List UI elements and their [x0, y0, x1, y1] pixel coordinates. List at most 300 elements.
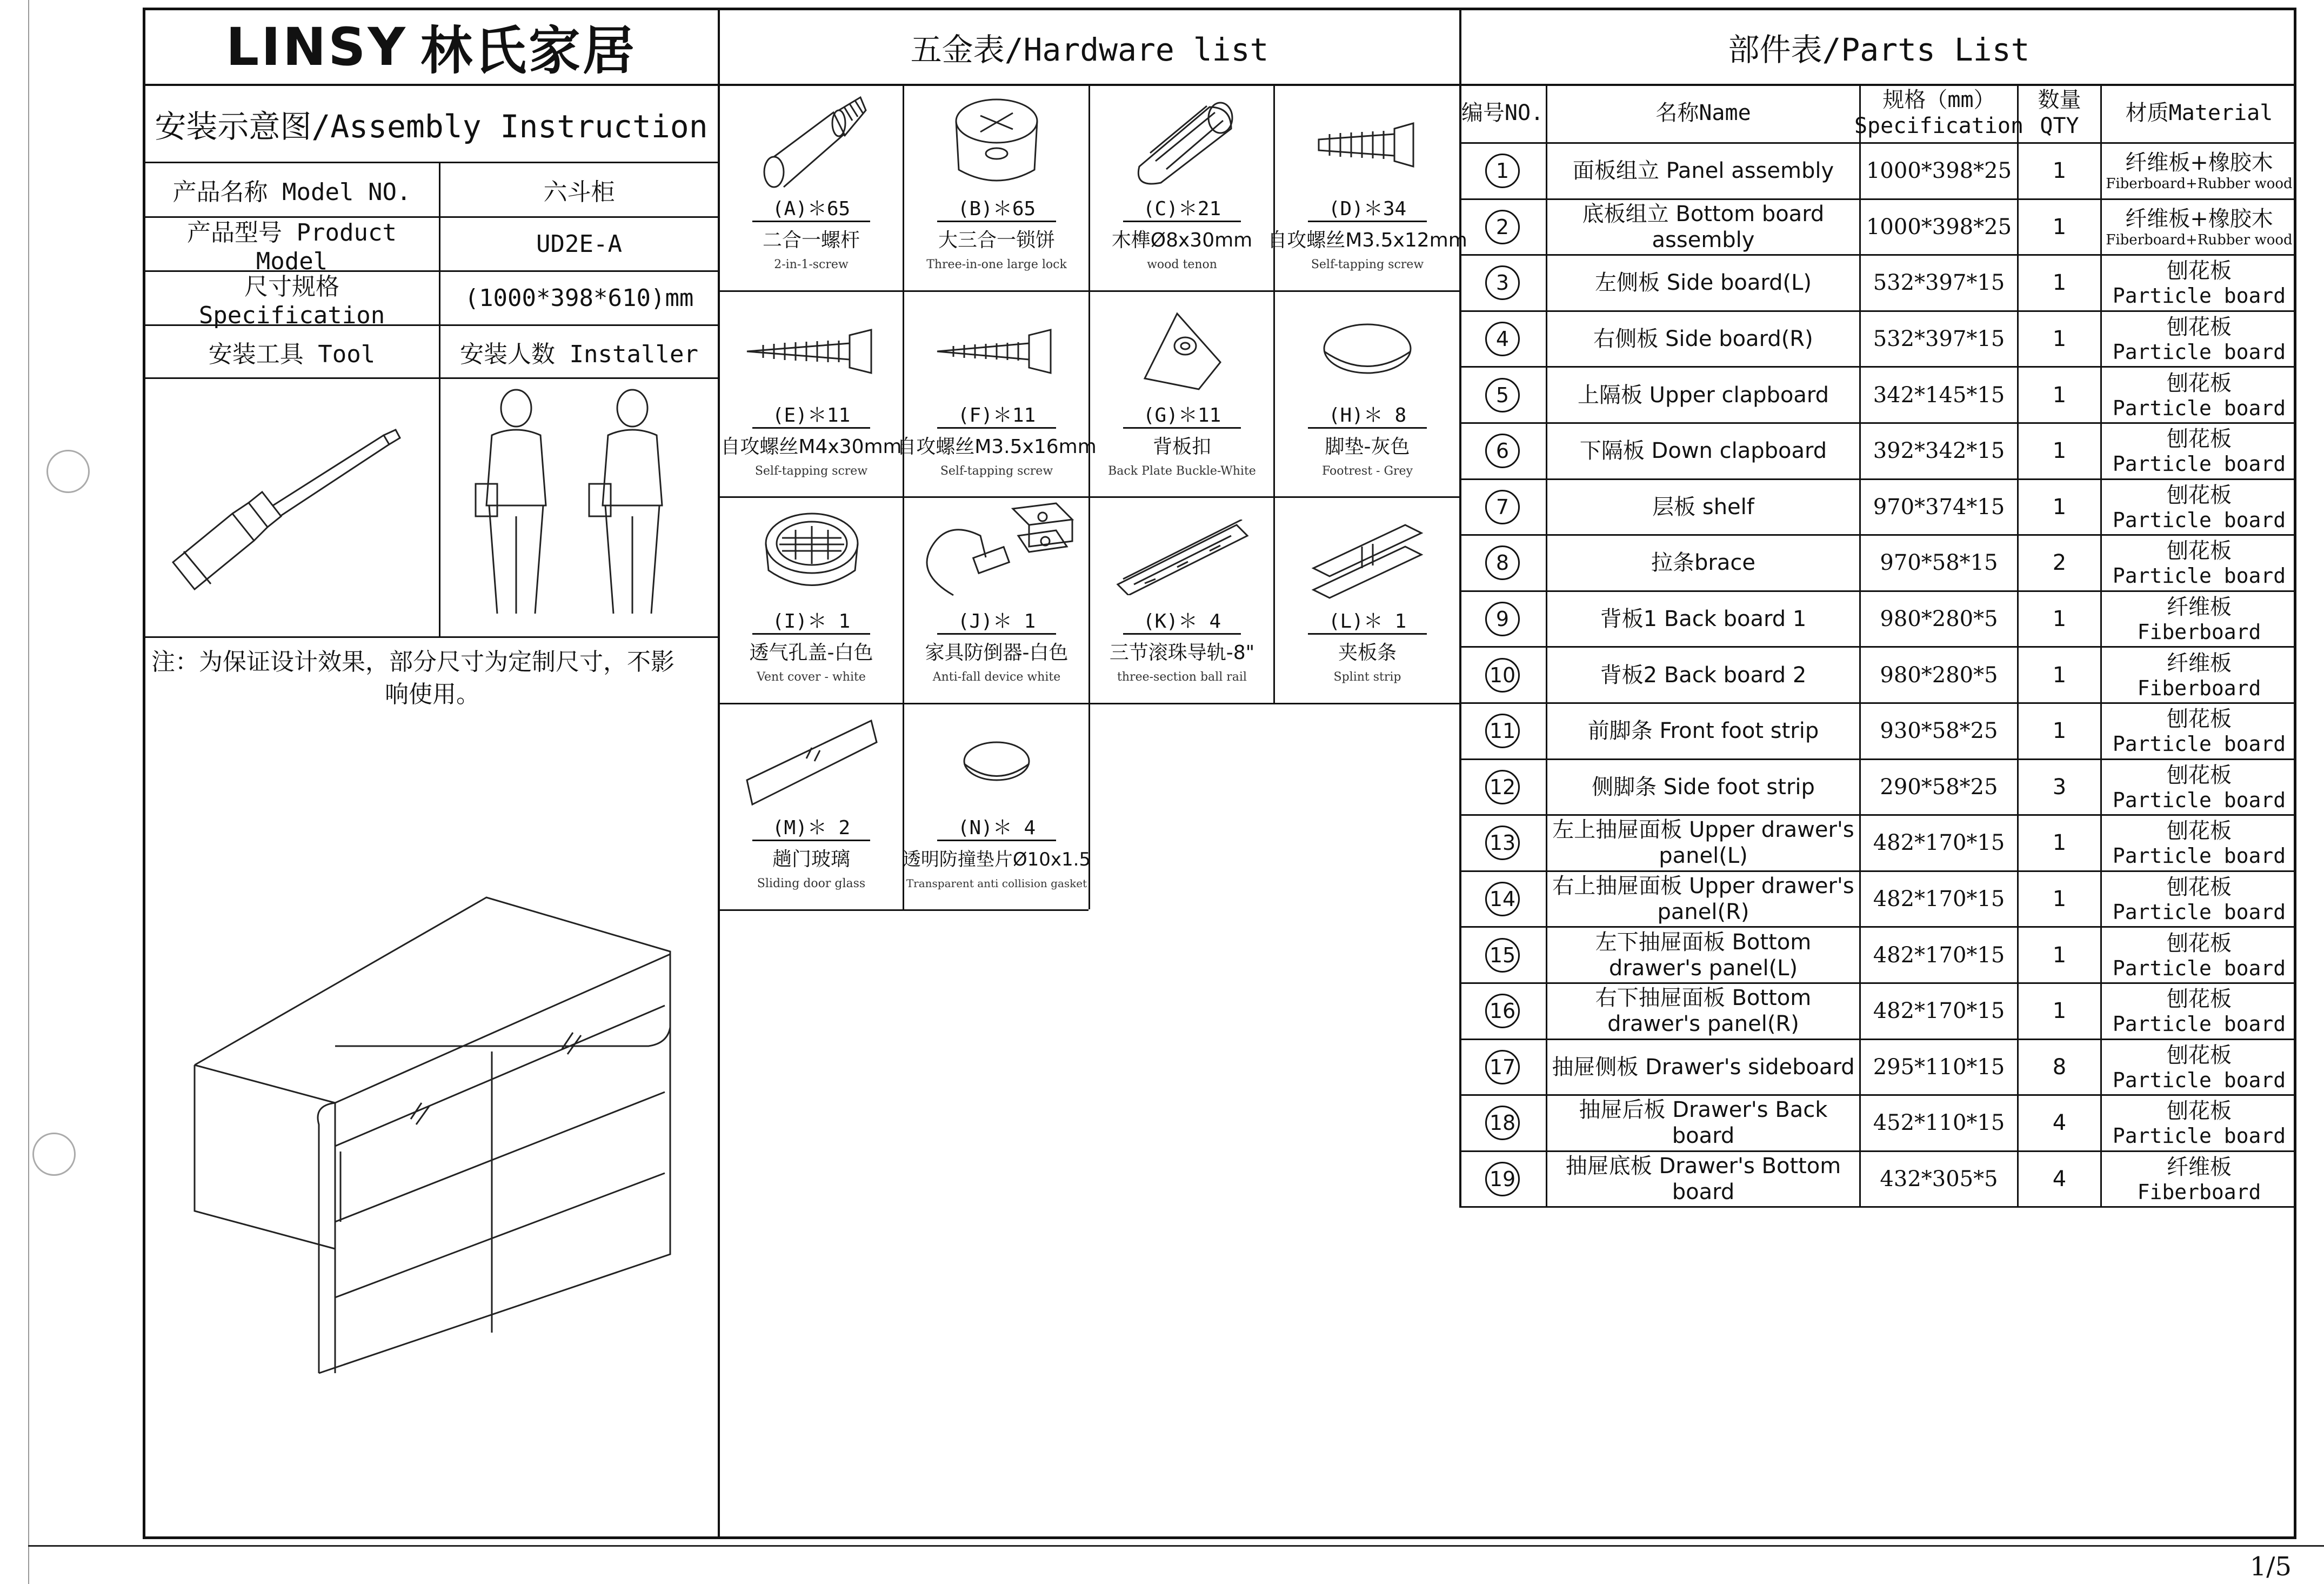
wood-dowel-icon: [1123, 96, 1242, 188]
hardware-name-en: wood tenon: [1147, 257, 1217, 271]
part-name-line-1: 上隔板 Upper clapboard: [1577, 382, 1829, 408]
hardware-code: (N)＊ 4: [957, 816, 1036, 839]
part-name: [1547, 592, 1859, 647]
row-rule: [143, 377, 718, 379]
part-number-badge: 17: [1485, 1050, 1520, 1084]
page-number: 1/5: [2249, 1552, 2292, 1582]
hardware-item-d: [1267, 85, 1467, 290]
part-qty: 2: [2052, 550, 2067, 576]
part-material: [2102, 704, 2296, 758]
part-name-line-1: 左下抽屉面板 Bottom: [1595, 929, 1812, 955]
part-qty: 4: [2052, 1110, 2067, 1136]
underline: [752, 840, 870, 841]
underline: [752, 221, 870, 222]
hardware-item-h: [1275, 292, 1459, 496]
hardware-code: (K)＊ 4: [1143, 610, 1221, 633]
part-name-line-1: 背板1 Back board 1: [1600, 607, 1807, 632]
part-name-line-1: 抽屉底板 Drawer's Bottom: [1565, 1154, 1841, 1179]
hardware-name-cn: 透气孔盖-白色: [749, 641, 873, 664]
part-name: [1547, 256, 1859, 310]
cam-lock-icon: [948, 89, 1045, 191]
material-cn: 刨花板: [2167, 762, 2232, 788]
short-screw-icon: [1313, 118, 1421, 172]
hardware-item-j: [905, 498, 1088, 703]
hw-row-rule: [718, 909, 1088, 911]
part-qty: 1: [2052, 327, 2067, 352]
six-drawer-cabinet-icon: [184, 865, 681, 1384]
part-name: [1547, 872, 1859, 927]
part-name: [1547, 480, 1859, 535]
hardware-name-cn: 背板扣: [1152, 435, 1211, 458]
hardware-name-cn: 脚垫-灰色: [1325, 435, 1410, 458]
hardware-name-cn: 夹板条: [1338, 641, 1397, 664]
part-spec: 452*110*15: [1873, 1110, 2005, 1136]
material-en: Particle board: [2112, 1068, 2286, 1092]
part-number-cell: [1459, 1096, 1546, 1150]
hardware-name-cn: 自攻螺丝M4x30mm: [720, 435, 902, 458]
part-number-badge: 15: [1485, 938, 1520, 973]
underline: [1308, 221, 1427, 222]
underline: [1123, 221, 1241, 222]
hardware-name-en: Self-tapping screw: [754, 464, 868, 478]
note-block: [151, 646, 713, 711]
material-cn: 刨花板: [2167, 315, 2232, 340]
hardware-code: (D)＊34: [1328, 197, 1407, 220]
material-en: Particle board: [2112, 956, 2286, 980]
hardware-name-cn: 三节滚珠导轨-8": [1109, 641, 1255, 664]
material-en: Particle board: [2112, 508, 2286, 532]
material-cn: 纤维板+橡胶木: [2125, 150, 2273, 176]
part-name: [1547, 1152, 1859, 1207]
part-spec: 295*110*15: [1873, 1054, 2005, 1080]
part-spec: 342*145*15: [1873, 382, 2005, 408]
part-name-line-1: 拉条brace: [1651, 550, 1755, 576]
specification-label: 尺寸规格 Specification: [198, 273, 385, 329]
hardware-name-en: Back Plate Buckle-White: [1108, 464, 1256, 478]
part-number-badge: 14: [1485, 882, 1520, 916]
hardware-code: (C)＊21: [1143, 197, 1221, 220]
material-cn: 纤维板: [2167, 1155, 2232, 1180]
hardware-name-cn: 自攻螺丝M3.5x16mm: [897, 435, 1097, 458]
two-in-one-screw-icon: [752, 91, 871, 194]
material-cn: 刨花板: [2167, 427, 2232, 452]
material-cn: 刨花板: [2167, 930, 2232, 956]
material-en: Particle board: [2112, 1124, 2286, 1148]
part-number-badge: 19: [1485, 1162, 1520, 1196]
material-en: Fiberboard: [2137, 676, 2261, 700]
parts-header-material: 材质Material: [2125, 101, 2273, 125]
underline: [1123, 633, 1241, 635]
binder-hole-icon: [32, 1133, 76, 1176]
part-qty: 3: [2052, 774, 2067, 800]
part-name: [1547, 424, 1859, 478]
part-number-cell: [1459, 144, 1546, 198]
part-number-badge: 6: [1485, 434, 1520, 468]
part-name-line-1: 抽屉后板 Drawer's Back: [1579, 1097, 1828, 1123]
part-material: [2102, 1040, 2296, 1095]
hardware-code: (L)＊ 1: [1328, 610, 1407, 633]
hw-col-rule: [1273, 84, 1275, 703]
underline: [1308, 427, 1427, 429]
underline: [1123, 427, 1241, 429]
anti-fall-device-icon: [916, 498, 1083, 606]
part-number-cell: [1459, 424, 1546, 478]
material-cn: 纤维板: [2167, 595, 2232, 620]
splint-strip-icon: [1303, 514, 1432, 601]
hardware-name-en: Anti-fall device white: [932, 670, 1061, 684]
hardware-item-l: [1275, 498, 1459, 703]
parts-header-qty: 数量QTY: [2038, 88, 2081, 138]
hw-col-rule: [903, 84, 904, 909]
part-name-line-2: panel(L): [1659, 843, 1748, 869]
hardware-name-en: Footrest - Grey: [1321, 464, 1413, 478]
hardware-title: 五金表/Hardware list: [910, 31, 1269, 68]
note-line-2: 响使用。: [385, 681, 480, 708]
product-model-label: 产品型号 Product Model: [187, 219, 397, 275]
part-name-line-1: 层板 shelf: [1652, 494, 1754, 520]
hardware-code: (A)＊65: [772, 197, 851, 220]
material-en: Particle board: [2112, 844, 2286, 868]
part-spec: 980*280*5: [1880, 662, 1998, 688]
part-number-badge: 11: [1485, 714, 1520, 748]
underline: [937, 633, 1056, 635]
part-qty: 1: [2052, 887, 2067, 912]
part-number-cell: [1459, 704, 1546, 758]
part-name-line-1: 面板组立 Panel assembly: [1572, 158, 1834, 184]
part-number-cell: [1459, 816, 1546, 870]
hardware-code: (H)＊ 8: [1328, 404, 1407, 427]
part-spec: 482*170*15: [1873, 830, 2005, 856]
part-material: [2102, 984, 2296, 1039]
part-number-badge: 1: [1485, 154, 1520, 188]
part-number-cell: [1459, 648, 1546, 702]
part-qty: 1: [2052, 607, 2067, 632]
hardware-code: (G)＊11: [1143, 404, 1221, 427]
part-qty: 1: [2052, 718, 2067, 744]
part-name-line-1: 背板2 Back board 2: [1600, 662, 1807, 688]
part-qty: 1: [2052, 830, 2067, 856]
underline: [937, 840, 1056, 841]
part-number-cell: [1459, 480, 1546, 535]
vent-cover-icon: [758, 505, 866, 603]
hardware-code: (M)＊ 2: [772, 816, 851, 839]
parts-header-spec: [1854, 84, 2024, 142]
underline: [752, 633, 870, 635]
hardware-item-i: [720, 498, 903, 703]
material-cn: 刨花板: [2167, 538, 2232, 564]
hardware-item-b: [905, 85, 1088, 290]
part-name: [1547, 760, 1859, 815]
part-material: [2102, 872, 2296, 927]
part-name: [1547, 312, 1859, 367]
hardware-name-cn: 透明防撞垫片Ø10x1.5: [902, 848, 1091, 870]
part-number-cell: [1459, 928, 1546, 982]
part-number-cell: [1459, 312, 1546, 367]
back-plate-buckle-icon: [1134, 303, 1231, 395]
model-no-label: 产品名称 Model NO.: [172, 178, 411, 206]
part-material: [2102, 760, 2296, 815]
part-name: [1547, 200, 1859, 255]
part-qty: 8: [2052, 1054, 2067, 1080]
installer-label: 安装人数 Installer: [460, 340, 698, 368]
footer-rule: [28, 1545, 2324, 1547]
hardware-name-cn: 木榫Ø8x30mm: [1111, 229, 1253, 251]
hardware-code: (B)＊65: [957, 197, 1036, 220]
part-name: [1547, 1040, 1859, 1095]
foot-pad-icon: [1319, 319, 1416, 384]
part-qty: 1: [2052, 662, 2067, 688]
part-qty: 1: [2052, 214, 2067, 239]
hardware-name-en: Transparent anti collision gasket: [906, 877, 1087, 890]
part-qty: 4: [2052, 1167, 2067, 1192]
part-number-cell: [1459, 1040, 1546, 1095]
underline: [752, 427, 870, 429]
part-material: [2102, 816, 2296, 870]
part-name-line-1: 左侧板 Side board(L): [1595, 270, 1812, 296]
part-material: [2102, 648, 2296, 702]
part-name: [1547, 816, 1859, 870]
part-number-badge: 9: [1485, 602, 1520, 636]
part-spec: 532*397*15: [1873, 270, 2005, 296]
part-number-badge: 4: [1485, 322, 1520, 356]
part-name-line-1: 抽屉侧板 Drawer's sideboard: [1552, 1054, 1855, 1080]
part-number-cell: [1459, 536, 1546, 590]
tool-label: 安装工具 Tool: [208, 340, 376, 368]
material-en: Particle board: [2112, 1012, 2286, 1036]
material-en: Fiberboard: [2137, 1180, 2261, 1204]
part-number-badge: 7: [1485, 490, 1520, 524]
hardware-item-c: [1091, 85, 1273, 290]
part-name: [1547, 648, 1859, 702]
screwdriver-icon: [151, 411, 432, 605]
long-screw-icon: [742, 324, 882, 378]
logo-latin: LINSY: [226, 16, 408, 77]
part-name: [1547, 368, 1859, 422]
part-number-badge: 13: [1485, 826, 1520, 860]
hardware-item-n: [902, 704, 1091, 909]
part-spec: 290*58*25: [1880, 774, 1998, 800]
part-spec: 930*58*25: [1880, 718, 1998, 744]
hardware-name-cn: 自攻螺丝M3.5x12mm: [1267, 229, 1467, 251]
medium-screw-icon: [932, 324, 1061, 378]
part-qty: 1: [2052, 438, 2067, 464]
spec-header-line-2: Specification: [1854, 114, 2024, 138]
underline: [937, 427, 1056, 429]
part-material: [2102, 1096, 2296, 1150]
hardware-item-m: [720, 704, 903, 909]
part-name-line-2: board: [1672, 1180, 1735, 1205]
hardware-name-en: three-section ball rail: [1117, 670, 1247, 684]
part-number-cell: [1459, 592, 1546, 647]
part-qty: 1: [2052, 382, 2067, 408]
hw-col-rule: [1088, 84, 1090, 909]
part-name: [1547, 704, 1859, 758]
part-number-badge: 12: [1485, 770, 1520, 804]
hardware-name-en: Sliding door glass: [757, 876, 866, 890]
model-no-value: 六斗柜: [543, 178, 615, 206]
part-spec: 482*170*15: [1873, 942, 2005, 968]
underline: [937, 221, 1056, 222]
material-en: Particle board: [2112, 452, 2286, 476]
hardware-name-en: Vent cover - white: [757, 670, 866, 684]
part-material: [2102, 256, 2296, 310]
part-number-cell: [1459, 872, 1546, 927]
material-en: Particle board: [2112, 788, 2286, 812]
row-rule: [1459, 1206, 2296, 1208]
material-cn: 刨花板: [2167, 987, 2232, 1012]
part-name-line-2: board: [1672, 1123, 1735, 1149]
part-name: [1547, 144, 1859, 198]
brand-logo: [145, 10, 718, 84]
part-number-cell: [1459, 368, 1546, 422]
hardware-item-a: [720, 85, 903, 290]
part-material: [2102, 592, 2296, 647]
part-number-cell: [1459, 984, 1546, 1039]
part-spec: 432*305*5: [1880, 1167, 1998, 1192]
material-cn: 刨花板: [2167, 875, 2232, 900]
part-name-line-1: 右侧板 Side board(R): [1593, 327, 1813, 352]
part-spec: 970*58*15: [1880, 550, 1998, 576]
part-material: [2102, 368, 2296, 422]
part-qty: 1: [2052, 999, 2067, 1024]
part-number-badge: 3: [1485, 265, 1520, 300]
material-en: Fiberboard+Rubber wood: [2106, 231, 2293, 248]
part-number-badge: 18: [1485, 1106, 1520, 1140]
two-person-icon: [454, 387, 708, 630]
part-material: [2102, 144, 2296, 198]
hardware-name-cn: 大三合一锁饼: [938, 229, 1055, 251]
hardware-code: (J)＊ 1: [957, 610, 1036, 633]
product-model-value: UD2E-A: [536, 230, 622, 258]
part-material: [2102, 424, 2296, 478]
part-material: [2102, 312, 2296, 367]
material-cn: 刨花板: [2167, 370, 2232, 396]
part-spec: 482*170*15: [1873, 887, 2005, 912]
ball-rail-icon: [1112, 520, 1253, 595]
part-qty: 1: [2052, 270, 2067, 296]
glass-panel-icon: [742, 710, 882, 813]
material-cn: 刨花板: [2167, 482, 2232, 508]
parts-title: 部件表/Parts List: [1728, 31, 2030, 68]
part-spec: 532*397*15: [1873, 327, 2005, 352]
part-name-line-1: 右上抽屉面板 Upper drawer's: [1552, 874, 1854, 899]
hardware-item-k: [1091, 498, 1273, 703]
hardware-code: (I)＊ 1: [772, 610, 851, 633]
material-cn: 刨花板: [2167, 1099, 2232, 1124]
material-cn: 刨花板: [2167, 1042, 2232, 1068]
part-name-line-1: 前脚条 Front foot strip: [1587, 718, 1819, 744]
specification-value: (1000*398*610)mm: [464, 284, 694, 312]
hardware-name-en: Three-in-one large lock: [926, 257, 1067, 271]
part-number-badge: 2: [1485, 210, 1520, 244]
spec-header-line-1: 规格（mm）: [1882, 88, 1995, 112]
part-spec: 1000*398*25: [1866, 158, 2012, 184]
hardware-name-en: Self-tapping screw: [1311, 257, 1424, 271]
material-cn: 纤维板: [2167, 650, 2232, 676]
material-en: Particle board: [2112, 284, 2286, 308]
parts-header-no: 编号NO.: [1461, 101, 1544, 125]
part-name-line-1: 下隔板 Down clapboard: [1579, 438, 1827, 464]
part-spec: 392*342*15: [1873, 438, 2005, 464]
part-number-badge: 8: [1485, 545, 1520, 580]
part-name-line-2: assembly: [1652, 227, 1755, 252]
part-material: [2102, 928, 2296, 982]
part-name-line-2: panel(R): [1657, 900, 1749, 925]
material-en: Particle board: [2112, 396, 2286, 420]
part-number-cell: [1459, 200, 1546, 255]
part-name: [1547, 1096, 1859, 1150]
part-number-cell: [1459, 256, 1546, 310]
hardware-code: (F)＊11: [957, 404, 1036, 427]
hardware-name-en: Splint strip: [1333, 670, 1401, 684]
anti-collision-pad-icon: [959, 737, 1034, 791]
part-material: [2102, 480, 2296, 535]
part-name: [1547, 928, 1859, 982]
part-number-badge: 5: [1485, 378, 1520, 412]
part-material: [2102, 1152, 2296, 1207]
hardware-name-en: 2-in-1-screw: [774, 257, 849, 271]
part-number-badge: 16: [1485, 994, 1520, 1028]
material-en: Fiberboard+Rubber wood: [2106, 176, 2293, 192]
hardware-item-f: [897, 292, 1097, 496]
row-rule: [143, 636, 718, 638]
hardware-name-cn: 家具防倒器-白色: [925, 641, 1068, 664]
part-name-line-1: 左上抽屉面板 Upper drawer's: [1552, 817, 1854, 843]
part-spec: 970*374*15: [1873, 494, 2005, 520]
parts-table: [1459, 84, 2296, 1208]
part-name-line-1: 侧脚条 Side foot strip: [1592, 774, 1815, 800]
hardware-item-g: [1091, 292, 1273, 496]
part-name-line-2: drawer's panel(R): [1607, 1011, 1799, 1037]
part-material: [2102, 200, 2296, 255]
material-cn: 刨花板: [2167, 818, 2232, 844]
part-name: [1547, 984, 1859, 1039]
material-cn: 刨花板: [2167, 258, 2232, 284]
assembly-title: 安装示意图/Assembly Instruction: [155, 108, 708, 145]
hardware-item-e: [720, 292, 903, 496]
note-line-1: 注：为保证设计效果，部分尺寸为定制尺寸，不影: [151, 648, 675, 676]
hardware-code: (E)＊11: [772, 404, 851, 427]
logo-cn: 林氏家居: [420, 21, 637, 81]
material-en: Fiberboard: [2137, 620, 2261, 644]
part-number-cell: [1459, 1152, 1546, 1207]
hardware-name-cn: 趟门玻璃: [772, 848, 850, 870]
part-number-badge: 10: [1485, 658, 1520, 693]
part-qty: 1: [2052, 158, 2067, 184]
part-spec: 980*280*5: [1880, 607, 1998, 632]
part-qty: 1: [2052, 942, 2067, 968]
part-spec: 482*170*15: [1873, 999, 2005, 1024]
material-en: Particle board: [2112, 564, 2286, 588]
part-material: [2102, 536, 2296, 590]
underline: [1308, 633, 1427, 635]
part-spec: 1000*398*25: [1866, 214, 2012, 239]
material-en: Particle board: [2112, 900, 2286, 924]
material-en: Particle board: [2112, 732, 2286, 756]
part-name-line-2: drawer's panel(L): [1608, 955, 1798, 981]
part-number-cell: [1459, 760, 1546, 815]
part-name-line-1: 右下抽屉面板 Bottom: [1595, 986, 1812, 1011]
parts-header-name: 名称Name: [1655, 101, 1751, 125]
hardware-name-en: Self-tapping screw: [940, 464, 1053, 478]
part-name-line-1: 底板组立 Bottom board: [1582, 201, 1825, 227]
part-name: [1547, 536, 1859, 590]
binder-hole-icon: [46, 450, 90, 493]
hardware-name-cn: 二合一螺杆: [762, 229, 860, 251]
material-cn: 刨花板: [2167, 707, 2232, 732]
material-cn: 纤维板+橡胶木: [2125, 206, 2273, 231]
part-qty: 1: [2052, 494, 2067, 520]
